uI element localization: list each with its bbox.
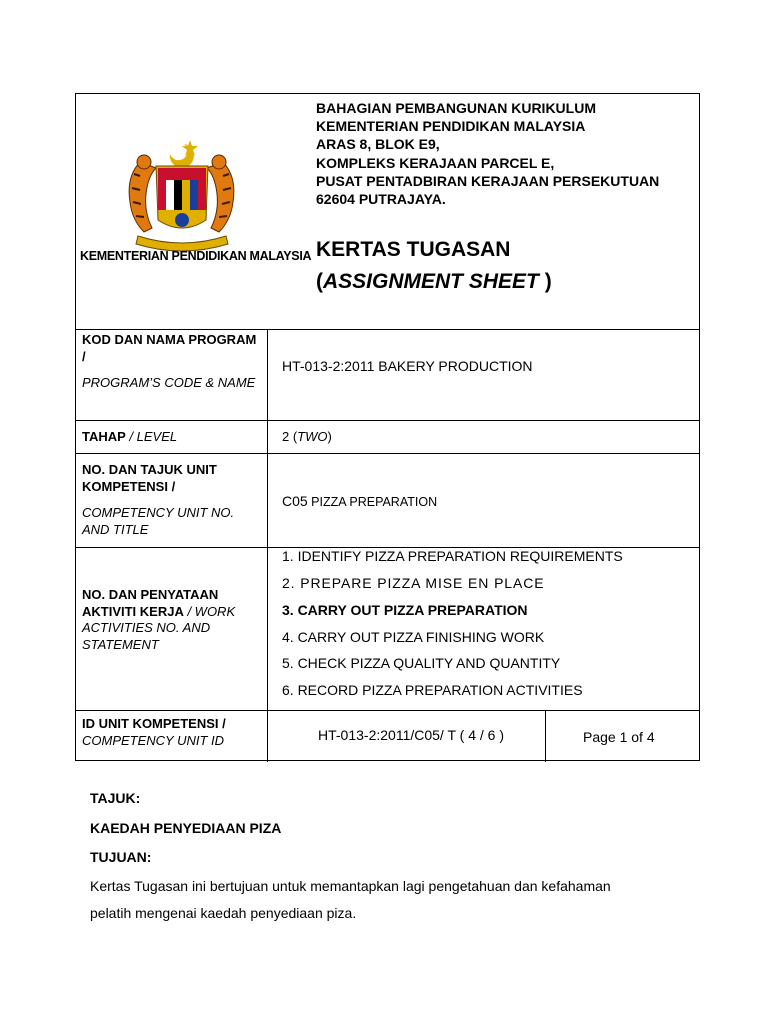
- address-line: KEMENTERIAN PENDIDIKAN MALAYSIA: [316, 118, 586, 135]
- tajuk-value: KAEDAH PENYEDIAAN PIZA: [90, 820, 282, 836]
- activity-item: 4. CARRY OUT PIZZA FINISHING WORK: [282, 629, 545, 645]
- unit-id-value: HT-013-2:2011/C05/ T ( 4 / 6 ): [318, 727, 504, 743]
- ministry-crest-logo: [78, 132, 285, 312]
- level-value: [282, 429, 332, 444]
- program-label-english: PROGRAM’S CODE & NAME: [82, 375, 256, 390]
- program-label: [82, 332, 262, 392]
- title-english: [316, 266, 552, 298]
- activity-item: 6. RECORD PIZZA PREPARATION ACTIVITIES: [282, 682, 583, 698]
- address-line: BAHAGIAN PEMBANGUNAN KURIKULUM: [316, 100, 596, 116]
- unit-value: [282, 493, 437, 509]
- row-divider: [76, 710, 699, 711]
- activity-item: 2. PREPARE PIZZA MISE EN PLACE: [282, 575, 545, 591]
- level-value-english: TWO: [297, 429, 328, 444]
- unit-label: [82, 462, 262, 538]
- tujuan-text-line: pelatih mengenai kaedah penyediaan piza.: [90, 905, 357, 921]
- title-paren-close: ): [538, 270, 552, 293]
- title-paren-open: (: [316, 270, 323, 293]
- unit-id-label-english: COMPETENCY UNIT ID: [82, 732, 225, 748]
- row-divider: [76, 329, 699, 330]
- address-line: ARAS 8, BLOK E9,: [316, 136, 440, 153]
- title-malay: KERTAS TUGASAN: [316, 238, 511, 261]
- tajuk-label: TAJUK:: [90, 790, 141, 806]
- tujuan-text-line: Kertas Tugasan ini bertujuan untuk memantapkan lagi pengetahuan dan kefahaman: [90, 878, 611, 894]
- address-line: PUSAT PENTADBIRAN KERAJAAN PERSEKUTUAN: [316, 172, 660, 189]
- activities-label: [82, 587, 262, 653]
- level-label-malay: TAHAP: [82, 429, 126, 444]
- unit-title: PIZZA PREPARATION: [307, 495, 438, 509]
- coat-of-arms-icon: [78, 132, 285, 257]
- column-divider: [267, 329, 268, 762]
- activity-item-current: 3. CARRY OUT PIZZA PREPARATION: [282, 602, 528, 618]
- activities-label-malay: NO. DAN PENYATAAN AKTIVITI KERJA: [82, 587, 219, 619]
- unit-label-malay: NO. DAN TAJUK UNIT KOMPETENSI /: [82, 462, 217, 494]
- title-english-text: ASSIGNMENT SHEET: [323, 270, 539, 293]
- row-divider: [76, 453, 699, 454]
- column-divider: [545, 710, 546, 762]
- ministry-label: KEMENTERIAN PENDIDIKAN MALAYSIA: [80, 249, 312, 263]
- level-label: [82, 429, 177, 446]
- activities-label-english: / WORK ACTIVITIES NO. AND STATEMENT: [82, 603, 236, 652]
- row-divider: [76, 420, 699, 421]
- document-title: [316, 234, 552, 298]
- page-number: Page 1 of 4: [583, 729, 655, 745]
- level-label-english: / LEVEL: [125, 429, 178, 444]
- level-value-number: 2 (: [282, 429, 298, 444]
- program-label-malay: KOD DAN NAMA PROGRAM /: [82, 332, 257, 364]
- assignment-sheet-table: [75, 93, 700, 761]
- level-value-close: ): [327, 429, 332, 444]
- unit-label-english: COMPETENCY UNIT NO. AND TITLE: [82, 505, 235, 537]
- address-line: KOMPLEKS KERAJAAN PARCEL E,: [316, 154, 555, 171]
- unit-id-label: [82, 716, 226, 749]
- address-block: [316, 99, 659, 208]
- program-value: HT-013-2:2011 BAKERY PRODUCTION: [282, 358, 533, 374]
- activity-item: 1. IDENTIFY PIZZA PREPARATION REQUIREMENTS: [282, 548, 623, 564]
- address-line: 62604 PUTRAJAYA.: [316, 191, 446, 208]
- tujuan-label: TUJUAN:: [90, 849, 152, 865]
- activity-item: 5. CHECK PIZZA QUALITY AND QUANTITY: [282, 655, 561, 671]
- unit-code: C05: [282, 493, 308, 509]
- unit-id-label-malay: ID UNIT KOMPETENSI /: [82, 716, 226, 731]
